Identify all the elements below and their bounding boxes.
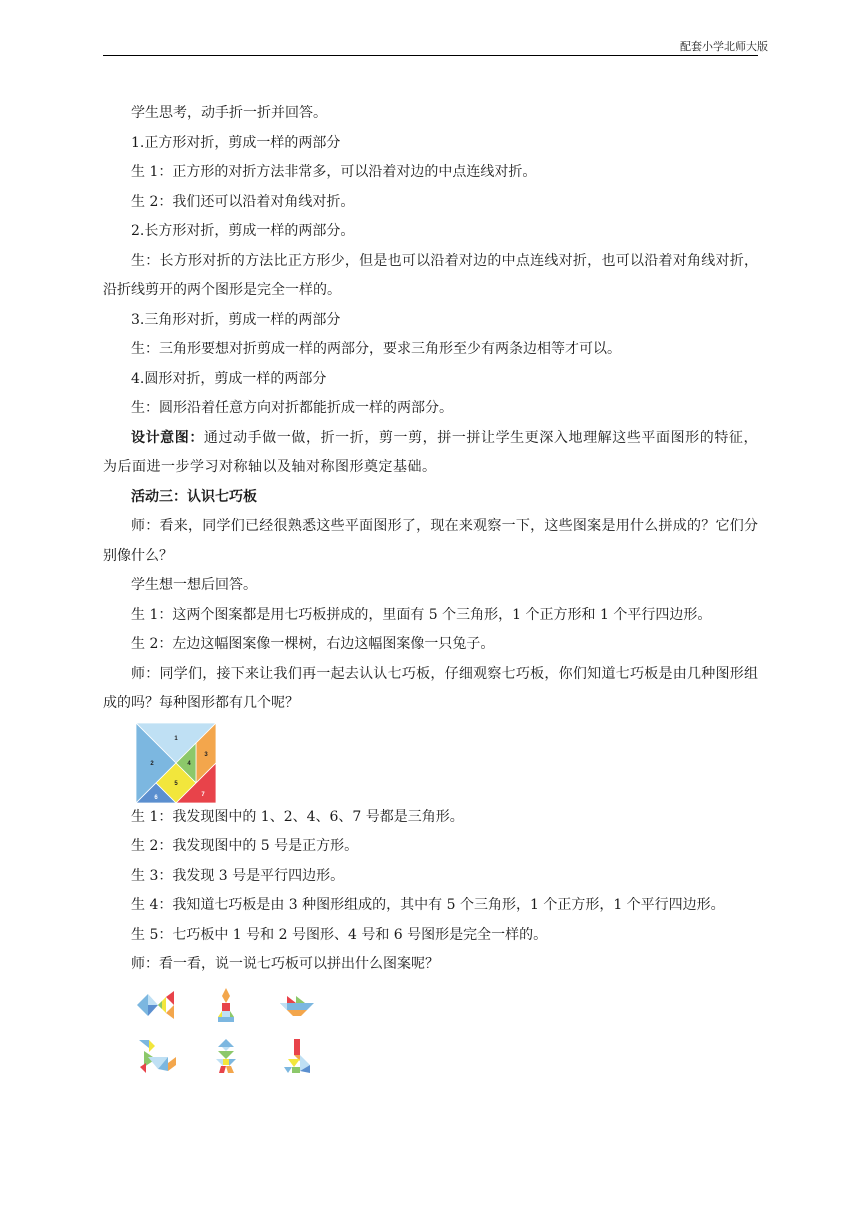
swan-icon bbox=[274, 1037, 319, 1075]
paragraph: 3.三角形对折，剪成一样的两部分 bbox=[131, 311, 341, 328]
candle-icon bbox=[204, 986, 249, 1024]
paragraph: 生 4：我知道七巧板是由 3 种图形组成的，其中有 5 个三角形，1 个正方形，1 个平行四边形。 bbox=[131, 897, 725, 913]
person-icon bbox=[204, 1037, 249, 1075]
tangram-label-4: 4 bbox=[187, 760, 191, 767]
paragraph: 生 1：正方形的对折方法非常多，可以沿着对边的中点连线对折。 bbox=[131, 164, 537, 180]
tangram-diagram bbox=[136, 723, 216, 803]
tangram-label-6: 6 bbox=[154, 794, 158, 801]
tangram-figures bbox=[134, 986, 758, 1075]
goose-icon bbox=[134, 1037, 179, 1075]
paragraph: 学生思考，动手折一折并回答。 bbox=[131, 105, 327, 121]
paragraph: 生 3：我发现 3 号是平行四边形。 bbox=[131, 867, 345, 884]
header-divider bbox=[103, 55, 758, 56]
paragraph: 生：长方形对折的方法比正方形少，但是也可以沿着对边的中点连线对折，也可以沿着对角线对折，沿折线剪开的两个图形是完全一样的。 bbox=[103, 252, 758, 298]
paragraph: 生 2：我们还可以沿着对角线对折。 bbox=[131, 193, 355, 210]
paragraph: 生 2：左边这幅图案像一棵树，右边这幅图案像一只兔子。 bbox=[131, 636, 495, 652]
tangram-label-5: 5 bbox=[174, 780, 178, 787]
boat-icon bbox=[274, 986, 319, 1024]
paragraph: 生 2：我发现图中的 5 号是正方形。 bbox=[131, 838, 359, 854]
paragraph: 生：圆形沿着任意方向对折都能折成一样的两部分。 bbox=[131, 400, 453, 416]
paragraph: 师：看来，同学们已经很熟悉这些平面图形了，现在来观察一下，这些图案是用什么拼成的？它们分别像什么？ bbox=[103, 518, 758, 564]
header-text: 配套小学北师大版 bbox=[680, 40, 768, 53]
paragraph: 生 1：这两个图案都是用七巧板拼成的，里面有 5 个三角形，1 个正方形和 1 个平行四边形。 bbox=[131, 606, 712, 623]
paragraph: 师：看一看，说一说七巧板可以拼出什么图案呢？ bbox=[131, 956, 439, 972]
paragraph: 生 1：我发现图中的 1、2、4、6、7 号都是三角形。 bbox=[131, 808, 464, 825]
tangram-label-3: 3 bbox=[204, 751, 208, 758]
fish-icon bbox=[134, 986, 179, 1024]
activity-title: 活动三：认识七巧板 bbox=[131, 488, 257, 505]
paragraph: 1.正方形对折，剪成一样的两部分 bbox=[131, 134, 341, 151]
design-intent bbox=[103, 424, 758, 483]
design-intent-text: 通过动手做一做，折一折，剪一剪，拼一拼让学生更深入地理解这些平面图形的特征，为后面进一步学习对称轴以及轴对称图形奠定基础。 bbox=[103, 429, 759, 475]
paragraph: 学生想一想后回答。 bbox=[131, 577, 257, 593]
paragraph: 4.圆形对折，剪成一样的两部分 bbox=[131, 370, 327, 387]
paragraph: 生 5：七巧板中 1 号和 2 号图形、4 号和 6 号图形是完全一样的。 bbox=[131, 926, 548, 943]
paragraph: 生：三角形要想对折剪成一样的两部分，要求三角形至少有两条边相等才可以。 bbox=[131, 341, 621, 357]
document-body bbox=[103, 99, 758, 1075]
tangram-label-2: 2 bbox=[150, 760, 154, 767]
tangram-label-7: 7 bbox=[201, 791, 205, 798]
design-intent-label: 设计意图： bbox=[131, 429, 204, 446]
tangram-label-1: 1 bbox=[174, 735, 178, 742]
paragraph: 2.长方形对折，剪成一样的两部分。 bbox=[131, 223, 355, 239]
paragraph: 师：同学们，接下来让我们再一起去认认七巧板，仔细观察七巧板，你们知道七巧板是由几种图形组成的吗？每种图形都有几个呢？ bbox=[103, 665, 758, 711]
